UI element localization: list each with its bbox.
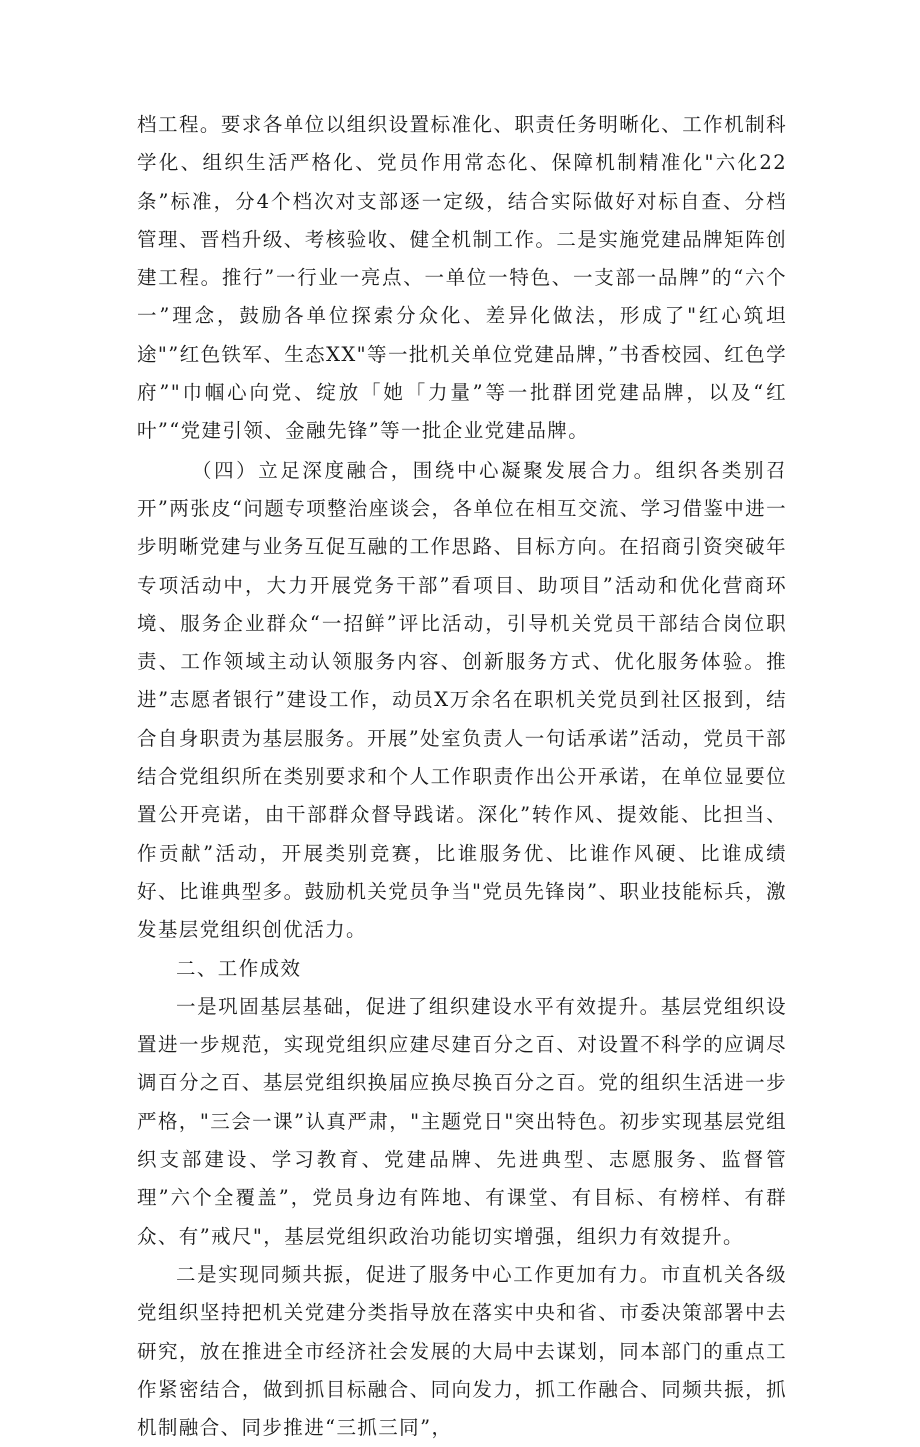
paragraph-result-one: 一是巩固基层基础，促进了组织建设水平有效提升。基层党组织设置进一步规范，实现党组织应建尽建百分之百、对设置不科学的应调尽调百分之百、基层党组织换届应换尽换百分之百。党的组织生活进一步严格，"三会一课”认真严肃，"主题党日"突出特色。初步实现基层党组织支部建设、学习教育、党建品牌、先进典型、志愿服务、监督管理”六个全覆盖”，党员身边有阵地、有课堂、有目标、有榜样、有群众、有”戒尺"，基层党组织政治功能切实增强，组织力有效提升。	[137, 994, 787, 1248]
paragraph-continuation: 档工程。要求各单位以组织设置标准化、职责任务明晰化、工作机制科学化、组织生活严格化、党员作用常态化、保障机制精准化"六化22条”标准，分4个档次对支部逐一定级，结合实际做好对标自查、分档管理、晋档升级、考核验收、健全机制工作。二是实施党建品牌矩阵创建工程。推行”一行业一亮点、一单位一特色、一支部一品牌”的“六个一”理念，鼓励各单位探索分众化、差异化做法，形成了"红心筑坦途"”红色铁军、生态XX"等一批机关单位党建品牌，”书香校园、红色学府”"巾帼心向党、绽放「她「力量”等一批群团党建品牌，以及“红叶”“党建引领、金融先锋”等一批企业党建品牌。	[137, 113, 787, 443]
document-body	[137, 106, 787, 1447]
paragraph-result-two: 二是实现同频共振，促进了服务中心工作更加有力。市直机关各级党组织坚持把机关党建分类指导放在落实中央和省、市委决策部署中去研究，放在推进全市经济社会发展的大局中去谋划，同本部门的重点工作紧密结合，做到抓目标融合、同向发力，抓工作融合、同频共振，抓机制融合、同步推进“三抓三同”，	[137, 1262, 787, 1440]
paragraph-section-four: （四）立足深度融合，围绕中心凝聚发展合力。组织各类别召开”两张皮“问题专项整治座谈会，各单位在相互交流、学习借鉴中进一步明晰党建与业务互促互融的工作思路、目标方向。在招商引资突破年专项活动中，大力开展党务干部”看项目、助项目”活动和优化营商环境、服务企业群众“一招鲜”评比活动，引导机关党员干部结合岗位职责、工作领域主动认领服务内容、创新服务方式、优化服务体验。推进”志愿者银行”建设工作，动员X万余名在职机关党员到社区报到，结合自身职责为基层服务。开展”处室负责人一句话承诺”活动，党员干部结合党组织所在类别要求和个人工作职责作出公开承诺，在单位显要位置公开亮诺，由干部群众督导践诺。深化”转作风、提效能、比担当、作贡献”活动，开展类别竞赛，比谁服务优、比谁作风硬、比谁成绩好、比谁典型多。鼓励机关党员争当"党员先锋岗”、职业技能标兵，激发基层党组织创优活力。	[137, 458, 787, 942]
section-heading-results: 二、工作成效	[176, 956, 302, 980]
